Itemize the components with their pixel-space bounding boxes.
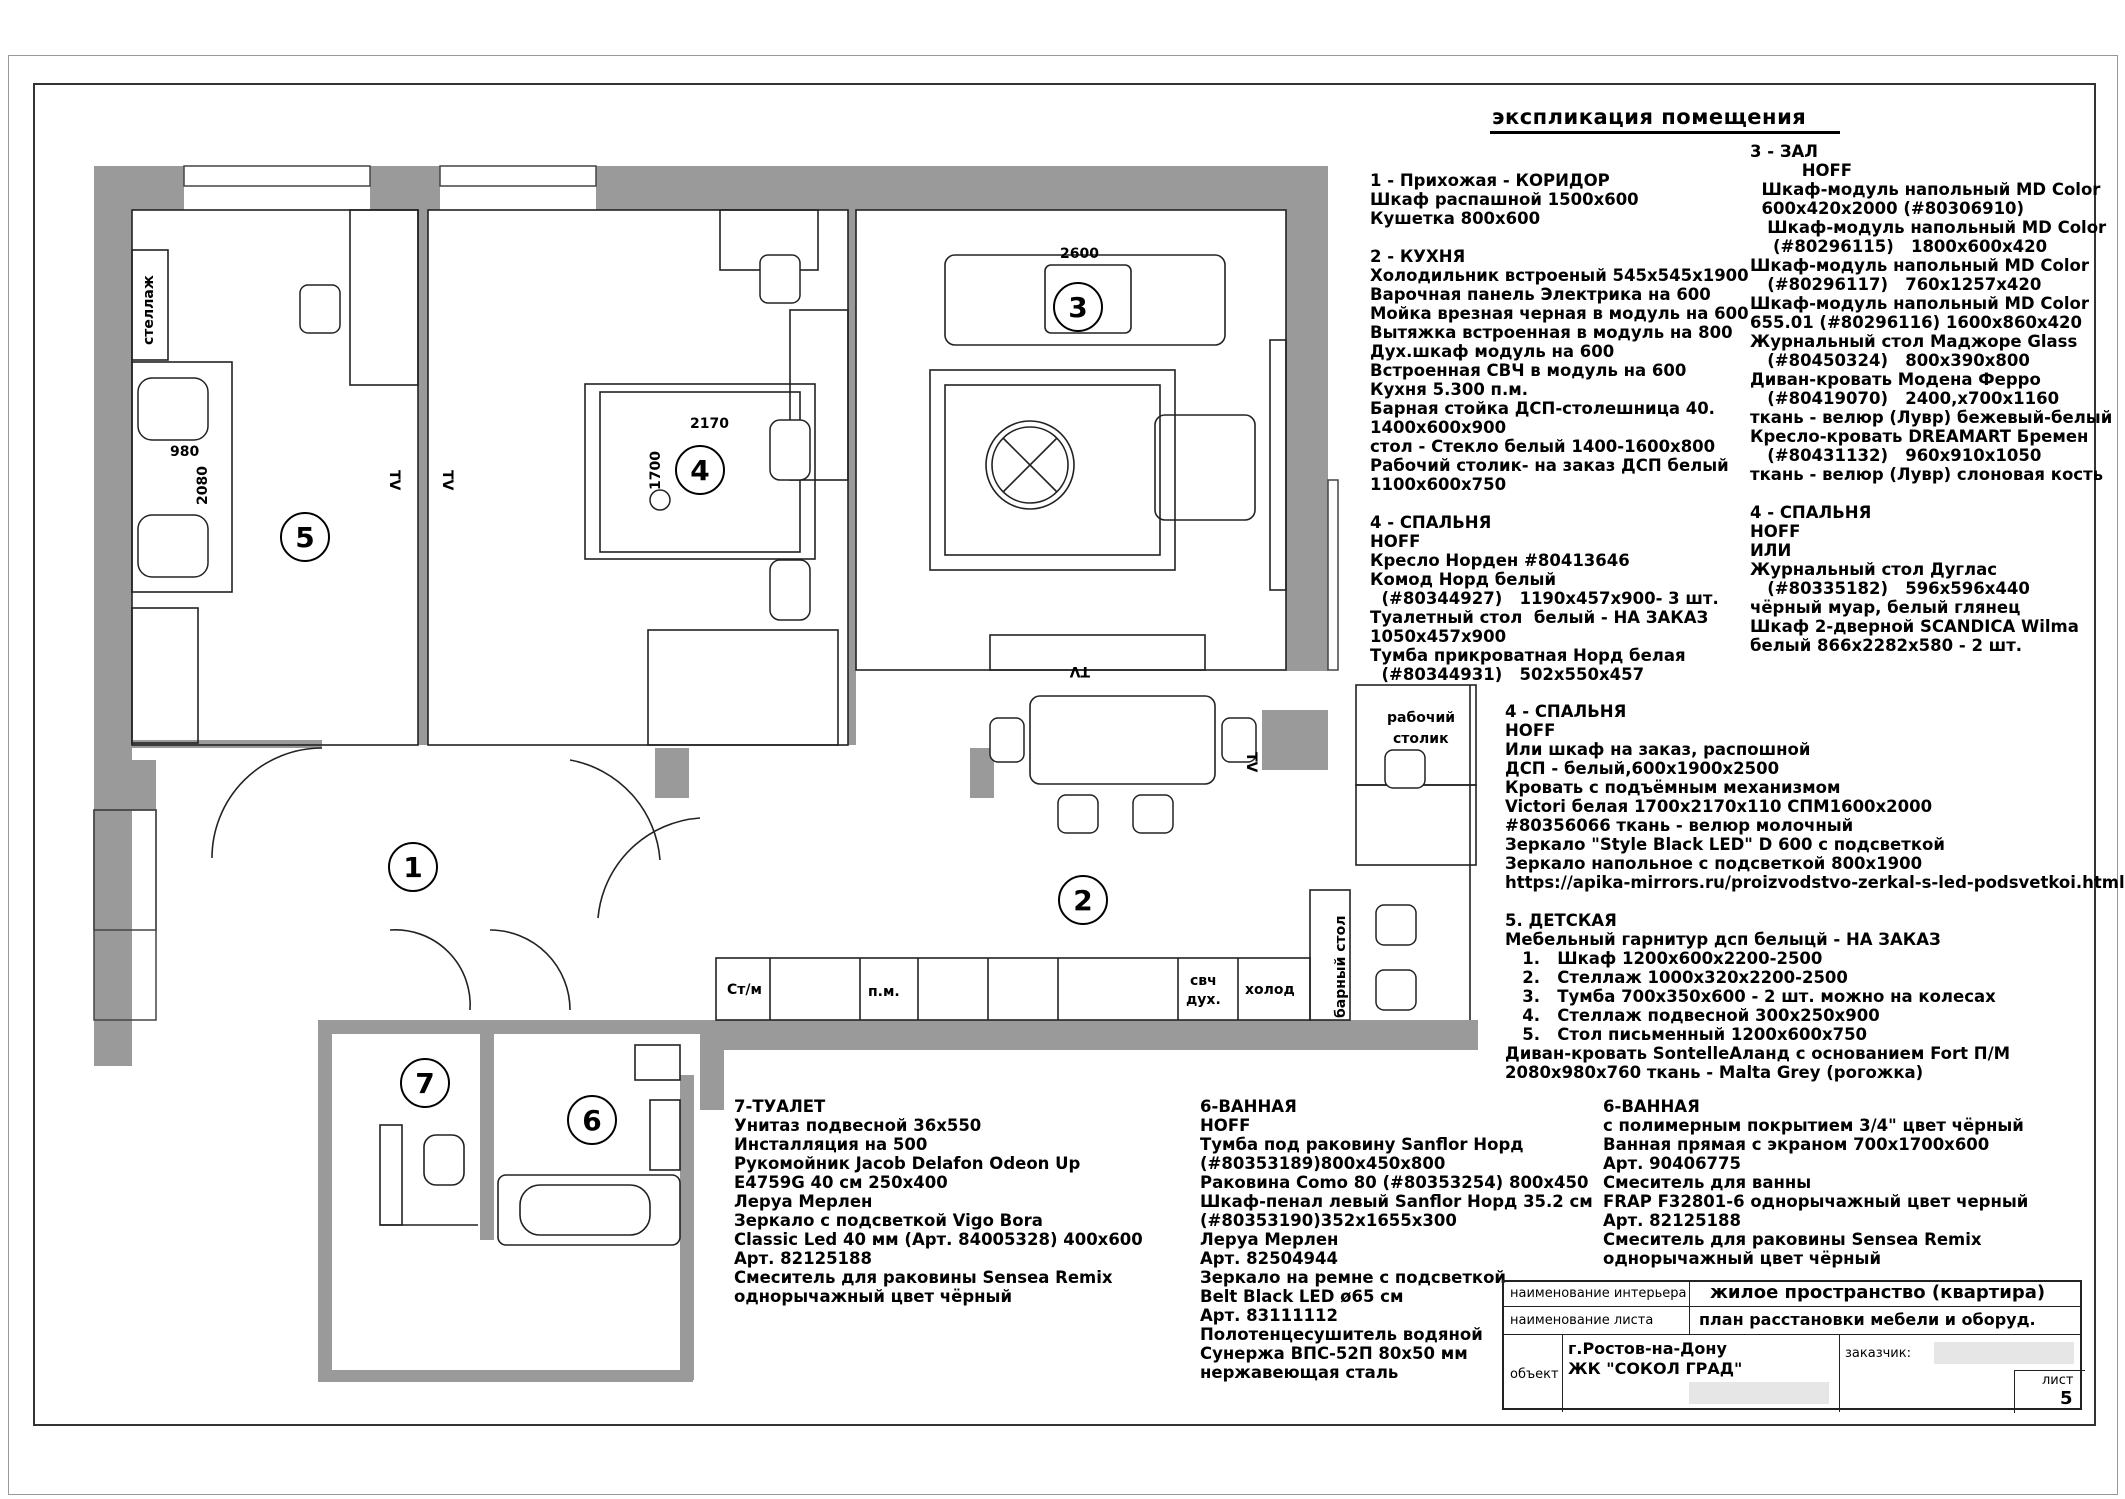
- explication-line: (#80296117) 760х1257х420: [1750, 275, 2042, 294]
- explication-line: Рабочий столик- на заказ ДСП белый: [1370, 456, 1729, 475]
- wall-top-b: [626, 166, 1326, 210]
- title-underline: [1490, 131, 1840, 134]
- explication-line: 5. Стол письменный 1200х600х750: [1505, 1025, 1868, 1044]
- explication-line: 6-ВАННАЯ: [1603, 1097, 1700, 1116]
- explication-line: Ванная прямая с экраном 700х1700х600: [1603, 1135, 1990, 1154]
- room-3-number: 3: [1068, 291, 1088, 324]
- explication-line: 655.01 (#80296116) 1600х860х420: [1750, 313, 2083, 332]
- shelf-label: стеллаж: [141, 275, 157, 345]
- bed-length-dimension: 1700: [648, 451, 664, 490]
- explication-line: ткань - велюр (Лувр) бежевый-белый: [1750, 408, 2113, 427]
- explication-line: FRAP F32801-6 однорычажный цвет черный: [1603, 1192, 2029, 1211]
- tv-label-kitchen: TV: [1243, 752, 1259, 773]
- sheet-label: наименование листа: [1510, 1313, 1654, 1328]
- title-block: [1502, 1280, 2082, 1410]
- explication-line: 3 - ЗАЛ: [1750, 142, 1819, 161]
- explication-line: Диван-кровать SontelleAланд с основанием Fort П/М: [1505, 1044, 2011, 1063]
- explication-line: Шкаф-пенал левый Sanflor Норд 35.2 см: [1200, 1192, 1593, 1211]
- explication-line: Смеситель для ванны: [1603, 1173, 1812, 1192]
- explication-line: HOFF: [1750, 522, 1801, 541]
- explication-line: Арт. 82125188: [734, 1249, 873, 1268]
- tv-label-living: TV: [1069, 663, 1090, 679]
- kid-sofa-width-dimension: 980: [170, 444, 200, 460]
- explication-line: Classic Led 40 мм (Арт. 84005328) 400х600: [734, 1230, 1143, 1249]
- explication-line: 2080х980х760 ткань - Malta Grey (рогожка): [1505, 1063, 1924, 1082]
- explication-line: Вытяжка встроенная в модуль на 800: [1370, 323, 1733, 342]
- explication-line: 7-ТУАЛЕТ: [734, 1097, 826, 1116]
- explication-line: Журнальный стол Маджоре Glass: [1750, 332, 2078, 351]
- explication-line: Леруа Мерлен: [734, 1192, 873, 1211]
- list-value: 5: [2060, 1388, 2073, 1409]
- explication-line: 1050х457х900: [1370, 627, 1507, 646]
- explication-line: ИЛИ: [1750, 541, 1792, 560]
- bar-label: барный стол: [1333, 915, 1349, 1018]
- room-1-number: 1: [403, 851, 423, 884]
- explication-line: [1370, 228, 1749, 247]
- sink-label: Ст/м: [727, 982, 762, 998]
- explication-line: (#80344927) 1190х457х900- 3 шт.: [1370, 589, 1719, 608]
- explication-line: Кухня 5.300 п.м.: [1370, 380, 1528, 399]
- explication-line: Шкаф-модуль напольный MD Color: [1750, 180, 2101, 199]
- explication-line: Унитаз подвесной 36х550: [734, 1116, 982, 1135]
- explication-col-6: [1603, 1097, 2028, 1268]
- explication-line: 4. Стеллаж подвесной 300х250х900: [1505, 1006, 1880, 1025]
- sofa-dimension: 2600: [1060, 246, 1099, 262]
- explication-line: https://apika-mirrors.ru/proizvodstvo-zerkal-s-led-podsvetkoi.html: [1505, 873, 2125, 892]
- explication-col-2: [1750, 142, 2112, 655]
- explication-line: [1505, 892, 2125, 911]
- explication-line: Сунержа ВПС-52П 80х50 мм: [1200, 1344, 1468, 1363]
- explication-line: 4 - СПАЛЬНЯ: [1370, 513, 1492, 532]
- explication-line: Шкаф-модуль напольный MD Color: [1750, 256, 2089, 275]
- chairs: [138, 255, 1425, 1010]
- explication-line: Рукомойник Jacob Delafon Odeon Up: [734, 1154, 1081, 1173]
- explication-line: Зеркало напольное с подсветкой 800х1900: [1505, 854, 1923, 873]
- explication-line: Или шкаф на заказ, распошной: [1505, 740, 1811, 759]
- explication-line: Дух.шкаф модуль на 600: [1370, 342, 1615, 361]
- explication-line: E4759G 40 см 250х400: [734, 1173, 948, 1192]
- explication-line: (#80419070) 2400,х700х1160: [1750, 389, 2060, 408]
- explication-line: 6-ВАННАЯ: [1200, 1097, 1297, 1116]
- explication-line: нержавеющая сталь: [1200, 1363, 1399, 1382]
- list-label: лист: [2042, 1373, 2074, 1388]
- explication-line: Холодильник встроеный 545х545х1900: [1370, 266, 1749, 285]
- explication-line: Арт. 90406775: [1603, 1154, 1742, 1173]
- explication-line: Мебельный гарнитур дсп белыцй - НА ЗАКАЗ: [1505, 930, 1941, 949]
- explication-line: Смеситель для раковины Sensea Remix: [1603, 1230, 1982, 1249]
- windows: [94, 166, 1338, 1020]
- explication-line: [1750, 484, 2112, 503]
- room-markers: [281, 283, 1107, 1144]
- explication-col-3: [1505, 702, 2125, 1082]
- room-5-number: 5: [295, 521, 315, 554]
- object-line-2: ЖК "СОКОЛ ГРАД": [1568, 1359, 1743, 1378]
- explication-line: с полимерным покрытием 3/4" цвет чёрный: [1603, 1116, 2024, 1135]
- explication-line: Тумба прикроватная Норд белая: [1370, 646, 1686, 665]
- explication-line: 3. Тумба 700х350х600 - 2 шт. можно на колесах: [1505, 987, 1996, 1006]
- room-2-number: 2: [1073, 884, 1093, 917]
- explication-line: Мойка врезная черная в модуль на 600: [1370, 304, 1749, 323]
- explication-col-4: [734, 1097, 1143, 1306]
- explication-line: Журнальный стол Дуглас: [1750, 560, 1998, 579]
- microwave-label-1: свч: [1190, 973, 1217, 989]
- explication-line: HOFF: [1200, 1116, 1251, 1135]
- customer-redaction: [1934, 1342, 2074, 1364]
- explication-line: Шкаф-модуль напольный MD Color: [1750, 294, 2089, 313]
- tv-label-bedroom: TV: [439, 470, 455, 491]
- explication-line: Зеркало "Style Black LED" D 600 с подсветкой: [1505, 835, 1945, 854]
- explication-line: Belt Black LED ø65 см: [1200, 1287, 1404, 1306]
- object-label: объект: [1510, 1367, 1559, 1382]
- explication-line: стол - Стекло белый 1400-1600х800: [1370, 437, 1716, 456]
- explication-line: Варочная панель Электрика на 600: [1370, 285, 1711, 304]
- interior-value: жилое пространство (квартира): [1710, 1282, 2046, 1303]
- explication-line: чёрный муар, белый глянец: [1750, 598, 2021, 617]
- explication-line: 1400х600х900: [1370, 418, 1507, 437]
- explication-line: Victori белая 1700х2170х110 СПМ1600х2000: [1505, 797, 1933, 816]
- explication-line: (#80353190)352х1655х300: [1200, 1211, 1457, 1230]
- explication-line: 1. Шкаф 1200х600х2200-2500: [1505, 949, 1823, 968]
- explication-line: Арт. 83111112: [1200, 1306, 1339, 1325]
- explication-line: Кровать с подъёмным механизмом: [1505, 778, 1841, 797]
- explication-line: Шкаф-модуль напольный MD Color: [1750, 218, 2107, 237]
- fridge-label: холод: [1245, 982, 1295, 998]
- interior-label: наименование интерьера: [1510, 1286, 1687, 1301]
- explication-line: однорычажный цвет чёрный: [1603, 1249, 1882, 1268]
- wall-left: [94, 166, 132, 1066]
- object-line-1: г.Ростов-на-Дону: [1568, 1339, 1727, 1358]
- room-4-number: 4: [690, 454, 710, 487]
- explication-line: 1100х600х750: [1370, 475, 1507, 494]
- explication-line: (#80353189)800х450х800: [1200, 1154, 1446, 1173]
- explication-line: HOFF: [1750, 161, 1853, 180]
- explication-line: Кушетка 800х600: [1370, 209, 1541, 228]
- explication-line: Комод Норд белый: [1370, 570, 1557, 589]
- explication-line: (#80450324) 800х390х800: [1750, 351, 2030, 370]
- explication-line: (#80431132) 960х910х1050: [1750, 446, 2042, 465]
- explication-line: Диван-кровать Модена Ферро: [1750, 370, 2041, 389]
- explication-line: 4 - СПАЛЬНЯ: [1505, 702, 1627, 721]
- explication-line: Кресло-кровать DREAMART Бремен: [1750, 427, 2089, 446]
- work-desk-label-1: рабочий: [1387, 710, 1456, 726]
- explication-line: 4 - СПАЛЬНЯ: [1750, 503, 1872, 522]
- explication-line: Шкаф распашной 1500х600: [1370, 190, 1639, 209]
- explication-line: Зеркало с подсветкой Vigo Bora: [734, 1211, 1043, 1230]
- explication-line: (#80296115) 1800х600х420: [1750, 237, 2048, 256]
- explication-line: 1 - Прихожая - КОРИДОР: [1370, 171, 1610, 190]
- wall-top-a: [94, 166, 184, 210]
- explication-line: 600х420х2000 (#80306910): [1750, 199, 2025, 218]
- explication-line: белый 866х2282х580 - 2 шт.: [1750, 636, 2023, 655]
- explication-line: Шкаф 2-дверной SCANDICA Wilma: [1750, 617, 2079, 636]
- explication-line: 5. ДЕТСКАЯ: [1505, 911, 1617, 930]
- explication-line: Барная стойка ДСП-столешница 40.: [1370, 399, 1715, 418]
- explication-line: HOFF: [1505, 721, 1556, 740]
- explication-line: (#80335182) 596х596х440: [1750, 579, 2030, 598]
- explication-title: экспликация помещения: [1492, 105, 1807, 129]
- explication-line: Полотенцесушитель водяной: [1200, 1325, 1483, 1344]
- room-7-number: 7: [415, 1067, 435, 1100]
- explication-line: Леруа Мерлен: [1200, 1230, 1339, 1249]
- explication-line: HOFF: [1370, 532, 1421, 551]
- explication-line: Раковина Como 80 (#80353254) 800х450: [1200, 1173, 1589, 1192]
- explication-line: Арт. 82125188: [1603, 1211, 1742, 1230]
- explication-line: 2. Стеллаж 1000х320х2200-2500: [1505, 968, 1848, 987]
- dishwasher-label: п.м.: [868, 984, 900, 1000]
- explication-line: #80356066 ткань - велюр молочный: [1505, 816, 1854, 835]
- sheet-value: план расстановки мебели и оборуд.: [1699, 1310, 2036, 1329]
- kid-sofa-length-dimension: 2080: [195, 466, 211, 505]
- explication-line: Туалетный стол белый - НА ЗАКАЗ: [1370, 608, 1709, 627]
- tv-label-kids: TV: [386, 470, 402, 491]
- explication-line: однорычажный цвет чёрный: [734, 1287, 1013, 1306]
- room-6-number: 6: [582, 1104, 602, 1137]
- work-desk-label-2: столик: [1393, 731, 1449, 747]
- explication-line: Тумба под раковину Sanflor Норд: [1200, 1135, 1524, 1154]
- explication-line: [1370, 494, 1749, 513]
- explication-line: Арт. 82504944: [1200, 1249, 1339, 1268]
- explication-line: Смеситель для раковины Sensea Remix: [734, 1268, 1113, 1287]
- customer-label: заказчик:: [1845, 1346, 1911, 1361]
- explication-line: Встроенная СВЧ в модуль на 600: [1370, 361, 1687, 380]
- explication-line: 2 - КУХНЯ: [1370, 247, 1466, 266]
- explication-line: ДСП - белый,600х1900х2500: [1505, 759, 1780, 778]
- explication-line: (#80344931) 502х550х457: [1370, 665, 1645, 684]
- plan-labels: [141, 246, 1455, 1018]
- bed-width-dimension: 2170: [690, 416, 729, 432]
- explication-line: Кресло Норден #80413646: [1370, 551, 1630, 570]
- object-redaction: [1689, 1382, 1829, 1404]
- microwave-label-2: дух.: [1186, 992, 1221, 1008]
- explication-col-1: [1370, 171, 1749, 684]
- explication-line: Инсталляция на 500: [734, 1135, 928, 1154]
- explication-line: ткань - велюр (Лувр) слоновая кость: [1750, 465, 2104, 484]
- explication-line: Зеркало на ремне с подсветкой: [1200, 1268, 1506, 1287]
